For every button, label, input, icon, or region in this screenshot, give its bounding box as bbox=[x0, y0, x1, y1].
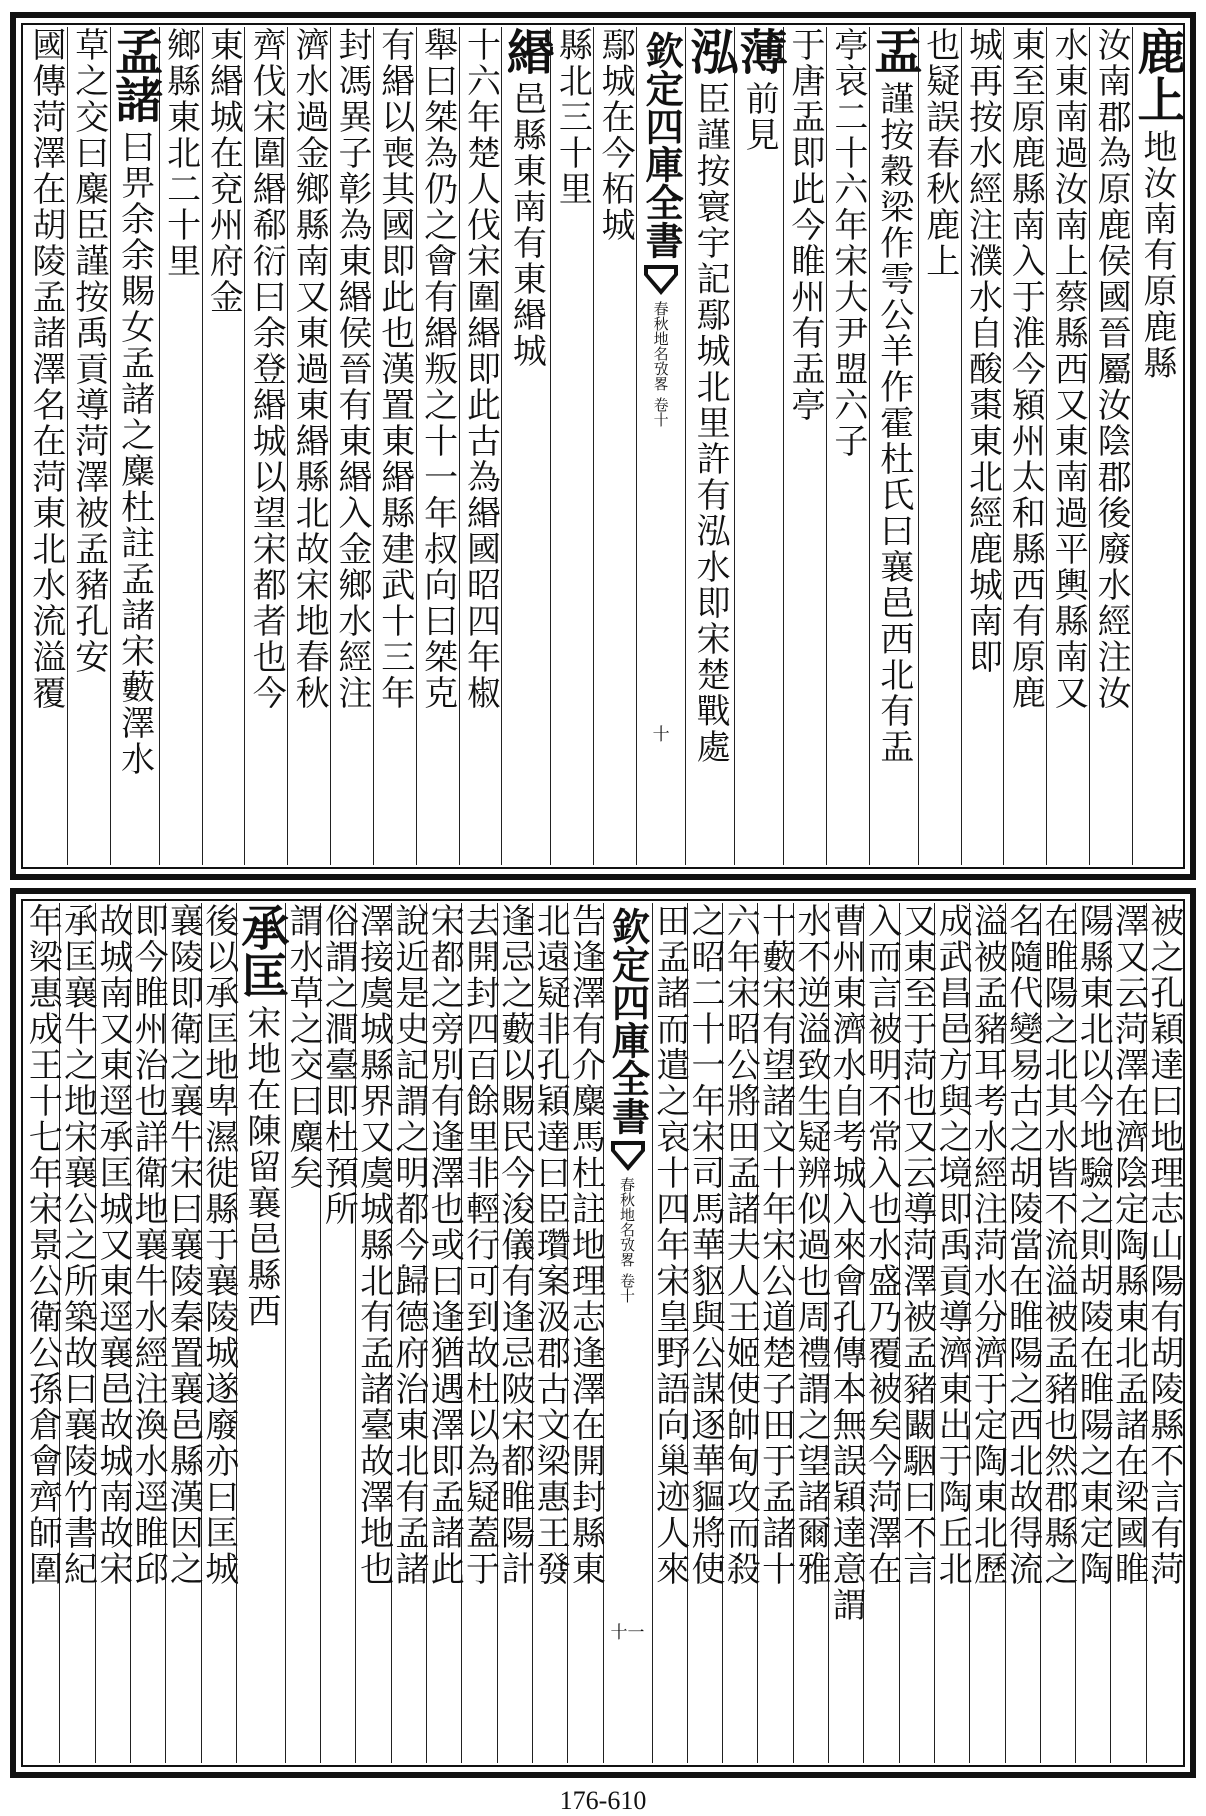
page-footer-number: 176-610 bbox=[559, 1786, 647, 1815]
page-number: 十一 bbox=[610, 1623, 645, 1643]
column bbox=[565, 903, 606, 1763]
column-text: 舉曰桀為仍之會有緡叛之十一年叔向曰桀克 bbox=[417, 27, 458, 711]
column-text: 說近是史記謂之明都今歸德府治東北有孟諸 bbox=[388, 903, 429, 1587]
column bbox=[826, 903, 867, 1763]
column bbox=[919, 27, 962, 865]
column bbox=[1090, 27, 1133, 865]
column-text: 濟水過金鄉縣南又東過東緡縣北故宋地春秋 bbox=[289, 27, 330, 711]
column bbox=[128, 903, 169, 1763]
column-text: 逢忌之藪以賜民今浚儀有逢忌陂宋都睢陽計 bbox=[494, 903, 535, 1587]
column-text: 地汝南有原鹿縣 bbox=[1137, 129, 1177, 381]
column-text: 在睢陽之北其水皆不流溢被孟豬也然郡縣之 bbox=[1037, 903, 1078, 1587]
fish-tail-mark-icon bbox=[644, 265, 678, 295]
column-text: 俗謂之澗臺即杜預所 bbox=[318, 903, 359, 1227]
column-text: 名隨代變易古之胡陵當在睢陽之西北故得流 bbox=[1002, 903, 1043, 1587]
column bbox=[1108, 903, 1149, 1763]
column bbox=[388, 903, 429, 1763]
column-text: 又東至于菏也又云導菏澤被孟豬闞駰曰不言 bbox=[896, 903, 937, 1587]
column-text: 曰畀余余賜女孟諸之麋杜註孟諸宋藪澤水 bbox=[114, 129, 155, 777]
column bbox=[459, 903, 500, 1763]
column bbox=[318, 903, 359, 1763]
column bbox=[731, 27, 788, 865]
column-text: 之昭二十一年宋司馬華䝙與公謀逐華貙將使 bbox=[684, 903, 725, 1587]
column-text: 被之孔穎達曰地理志山陽有胡陵縣不言有菏 bbox=[1143, 903, 1184, 1587]
column-text: 北遠疑非孔穎達曰臣瓚案汲郡古文梁惠王發 bbox=[530, 903, 571, 1587]
column-text: 也疑誤春秋鹿上 bbox=[919, 27, 960, 279]
column-text: 襄陵即衛之襄牛宋曰襄陵秦置襄邑縣漢因之 bbox=[163, 903, 204, 1587]
column bbox=[57, 903, 98, 1763]
entry-heading: 孟諸 bbox=[106, 27, 163, 123]
column-text: 謂水草之交曰麋矣 bbox=[283, 903, 324, 1191]
entry-heading: 緡 bbox=[498, 27, 555, 75]
column bbox=[424, 903, 465, 1763]
column-text: 汝南郡為原鹿侯國晉屬汝陰郡後廢水經注汝 bbox=[1091, 27, 1132, 711]
column bbox=[684, 903, 725, 1763]
entry-heading: 薄 bbox=[731, 27, 788, 75]
column bbox=[1073, 903, 1114, 1763]
entry-heading: 鹿上 bbox=[1129, 27, 1185, 123]
column bbox=[232, 903, 289, 1763]
column-text: 封馮異子彰為東緡侯晉有東緡入金鄉水經注 bbox=[331, 27, 372, 711]
column-text: 東至原鹿縣南入于淮今潁州太和縣西有原鹿 bbox=[1005, 27, 1046, 711]
column bbox=[288, 27, 331, 865]
center-spine-top bbox=[637, 27, 686, 865]
column bbox=[827, 27, 870, 865]
column bbox=[198, 903, 239, 1763]
column-text: 宋地在陳留襄邑縣西 bbox=[240, 1005, 281, 1329]
column bbox=[530, 903, 571, 1763]
column bbox=[353, 903, 394, 1763]
volume-label: 卷十 bbox=[618, 1273, 637, 1303]
column bbox=[22, 903, 63, 1763]
column bbox=[594, 27, 637, 865]
column-text: 臣謹按寰宇記鄢城北里許有泓水即宋楚戰處 bbox=[690, 81, 731, 765]
column-text: 田孟諸而遣之哀十四年宋皇野語向巢迹人來 bbox=[649, 903, 690, 1587]
columns-top bbox=[25, 27, 1185, 865]
column bbox=[551, 27, 594, 865]
column-text: 前見 bbox=[739, 81, 780, 153]
column bbox=[720, 903, 761, 1763]
column bbox=[755, 903, 796, 1763]
column-text: 十藪宋有望諸文十年宋公道楚子田于孟諸十 bbox=[755, 903, 796, 1587]
column bbox=[25, 27, 68, 865]
series-title: 欽定四庫全書 bbox=[639, 31, 685, 259]
column-text: 告逢澤有介麋馬杜註地理志逢澤在開封縣東 bbox=[565, 903, 606, 1587]
column bbox=[962, 27, 1005, 865]
column-text: 宋都之旁別有逢澤也或曰逢猶遇澤即孟諸此 bbox=[424, 903, 465, 1587]
column-text: 澤接虞城縣界又虞城縣北有孟諸臺故澤地也 bbox=[353, 903, 394, 1587]
entry-heading: 泓 bbox=[682, 27, 739, 75]
column bbox=[1037, 903, 1078, 1763]
column bbox=[163, 903, 204, 1763]
book-title: 春秋地名攷畧 bbox=[618, 1177, 637, 1267]
column-text: 鄢城在今柘城 bbox=[595, 27, 636, 243]
column-text: 亭哀二十六年宋大尹盟六子 bbox=[827, 27, 868, 459]
column bbox=[861, 903, 902, 1763]
column bbox=[1002, 903, 1043, 1763]
column bbox=[417, 27, 460, 865]
fish-tail-mark-icon bbox=[611, 1141, 645, 1171]
column-text: 有緡以喪其國即此也漢置東緡縣建武十三年 bbox=[374, 27, 415, 711]
column bbox=[932, 903, 973, 1763]
column-text: 澤又云菏澤在濟陰定陶縣東北孟諸在梁國睢 bbox=[1108, 903, 1149, 1587]
entry-heading: 承匡 bbox=[232, 903, 289, 999]
column-text: 謹按穀梁作雩公羊作霍杜氏曰襄邑西北有盂 bbox=[873, 81, 914, 765]
series-title: 欽定四庫全書 bbox=[605, 907, 651, 1135]
column-text: 草之交曰麋臣謹按禹貢導菏澤被孟豬孔安 bbox=[68, 27, 109, 675]
column-text: 入而言被明不常入也水盛乃覆被矣今菏澤在 bbox=[861, 903, 902, 1587]
column bbox=[649, 903, 690, 1763]
column bbox=[1004, 27, 1047, 865]
column-text: 十六年楚人伐宋圍緡即此古為緡國昭四年椒 bbox=[460, 27, 501, 711]
column bbox=[498, 27, 555, 865]
page-top bbox=[10, 12, 1196, 880]
column-text: 即今睢州治也詳衛地襄牛水經注渙水逕睢邱 bbox=[128, 903, 169, 1587]
column bbox=[160, 27, 203, 865]
column-text: 去開封四百餘里非輕行可到故杜以為疑蓋于 bbox=[459, 903, 500, 1587]
column-text: 承匡襄牛之地宋襄公之所築故曰襄陵竹書紀 bbox=[57, 903, 98, 1587]
column bbox=[331, 27, 374, 865]
column-text: 六年宋昭公將田孟諸夫人王姬使帥甸攻而殺 bbox=[720, 903, 761, 1587]
column-text: 水不逆溢致生疑辨似過也周禮謂之望諸爾雅 bbox=[790, 903, 831, 1587]
column-text: 水東南過汝南上蔡縣西又東南過平輿縣南又 bbox=[1048, 27, 1089, 711]
column-text: 縣北三十里 bbox=[552, 27, 593, 207]
column bbox=[896, 903, 937, 1763]
column bbox=[374, 27, 417, 865]
column-text: 成武昌邑方與之境即禹貢導濟東出于陶丘北 bbox=[932, 903, 973, 1587]
column-text: 于唐盂即此今睢州有盂亭 bbox=[785, 27, 826, 423]
column bbox=[460, 27, 503, 865]
column bbox=[245, 27, 288, 865]
column-text: 邑縣東南有東緡城 bbox=[506, 81, 547, 369]
column-text: 齊伐宋圍緡郗衍曰余登緡城以望宋都者也今 bbox=[246, 27, 287, 711]
column bbox=[682, 27, 739, 865]
column bbox=[106, 27, 163, 865]
column bbox=[68, 27, 111, 865]
column-text: 東緡城在兗州府金 bbox=[203, 27, 244, 315]
column-text: 城再按水經注濮水自酸棗東北經鹿城南即 bbox=[962, 27, 1003, 675]
column-text: 國傳菏澤在胡陵孟諸澤名在菏東北水流溢覆 bbox=[25, 27, 66, 711]
column-text: 後以承匡地卑濕徙縣于襄陵城遂廢亦曰匡城 bbox=[198, 903, 239, 1587]
column bbox=[92, 903, 133, 1763]
column bbox=[1047, 27, 1090, 865]
column bbox=[790, 903, 831, 1763]
column-text: 溢被孟豬耳考水經注菏水分濟于定陶東北歷 bbox=[967, 903, 1008, 1587]
book-title: 春秋地名攷畧 bbox=[651, 301, 670, 391]
column-text: 陽縣東北以今地驗之則胡陵在睢陽之東定陶 bbox=[1073, 903, 1114, 1587]
volume-label: 卷十 bbox=[651, 397, 670, 427]
page-number: 十 bbox=[652, 725, 670, 745]
column bbox=[1143, 903, 1184, 1763]
page-bottom bbox=[10, 888, 1196, 1778]
column-text: 曹州東濟水自考城入來會孔傳本無誤穎達意謂 bbox=[826, 903, 867, 1623]
column-text: 故城南又東逕承匡城又東逕襄邑故城南故宋 bbox=[92, 903, 133, 1587]
column-text: 鄉縣東北二十里 bbox=[160, 27, 201, 279]
center-spine-bottom bbox=[604, 903, 653, 1763]
entry-heading: 盂 bbox=[865, 27, 922, 75]
column bbox=[283, 903, 324, 1763]
column-text: 年梁惠成王十七年宋景公衛公孫倉會齊師圍 bbox=[22, 903, 63, 1587]
column bbox=[865, 27, 922, 865]
column bbox=[1129, 27, 1185, 865]
columns-bottom bbox=[22, 903, 1184, 1763]
column bbox=[203, 27, 246, 865]
column bbox=[494, 903, 535, 1763]
column bbox=[967, 903, 1008, 1763]
column bbox=[784, 27, 827, 865]
